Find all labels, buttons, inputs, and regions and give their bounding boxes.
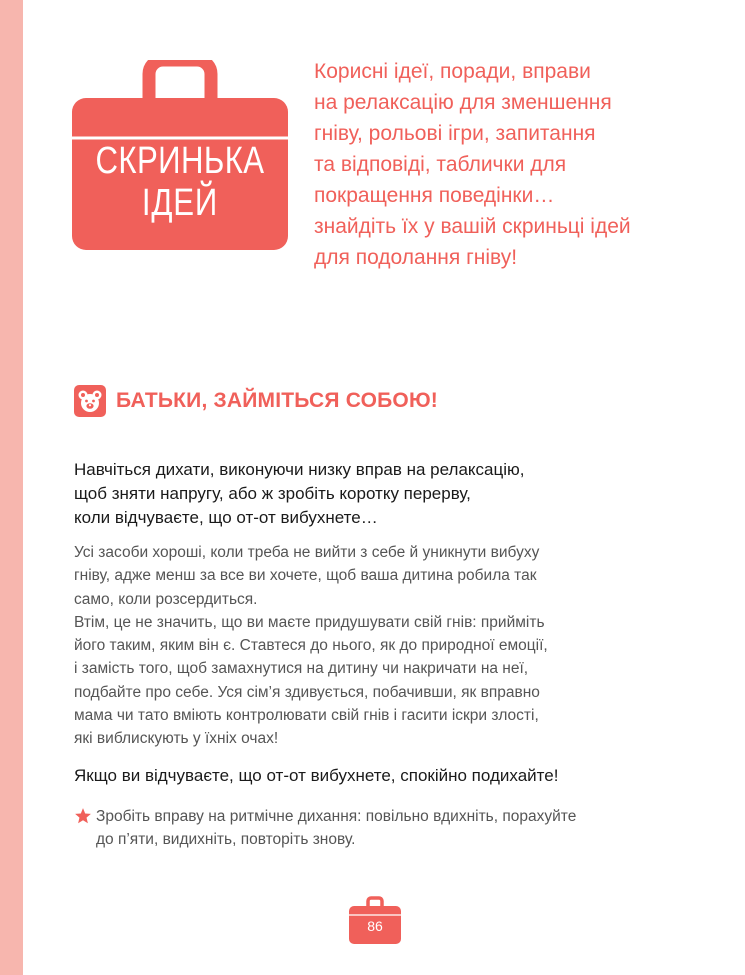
intro-line: гніву, рольові ігри, запитання bbox=[314, 122, 596, 145]
body-line: подбайте про себе. Уся сім’я здивується, побачивши, як вправно bbox=[74, 683, 540, 701]
body-line: Усі засоби хороші, коли треба не вийти з себе й уникнути вибуху bbox=[74, 544, 540, 561]
logo-title-line1: СКРИНЬКА bbox=[95, 140, 265, 182]
intro-text bbox=[314, 56, 734, 273]
lead-line: Навчіться дихати, виконуючи низку вправ на релаксацію, bbox=[74, 460, 525, 479]
star-icon bbox=[74, 807, 92, 825]
body-line: і замість того, щоб замахнутися на дитину чи накричати на неї, bbox=[74, 660, 529, 678]
bear-icon bbox=[74, 385, 106, 417]
logo-title bbox=[72, 140, 288, 224]
section-heading bbox=[74, 384, 438, 418]
lead-line: щоб зняти напругу, або ж зробіть коротку перерву, bbox=[74, 484, 471, 503]
body-paragraph bbox=[74, 541, 674, 751]
intro-line: знайдіть їх у вашій скриньці ідей bbox=[314, 215, 631, 238]
intro-line: Корисні ідеї, поради, вправи bbox=[314, 60, 591, 83]
tip-text bbox=[96, 805, 576, 852]
body-line: мама чи тато вміють контролювати свій гнів і гасити іскри злості, bbox=[74, 707, 539, 725]
intro-line: покращення поведінки… bbox=[314, 184, 555, 207]
body-line: само, коли розсердиться. bbox=[74, 590, 258, 608]
intro-line: на релаксацію для зменшення bbox=[314, 91, 612, 114]
section-heading-text: БАТЬКИ, ЗАЙМІТЬСЯ СОБОЮ! bbox=[116, 389, 439, 412]
tip-line: до п’яти, видихніть, повторіть знову. bbox=[96, 831, 356, 849]
intro-line: та відповіді, таблички для bbox=[314, 153, 567, 176]
page-number: 86 bbox=[367, 918, 383, 934]
logo-title-line2: ІДЕЙ bbox=[141, 182, 219, 224]
body-line: гніву, адже менш за все ви хочете, щоб ваша дитина робила так bbox=[74, 567, 537, 585]
side-color-strip bbox=[0, 0, 23, 975]
lead-paragraph bbox=[74, 458, 674, 530]
intro-line: для подолання гніву! bbox=[314, 246, 518, 269]
breathing-subheading: Якщо ви відчуваєте, що от-от вибухнете, спокійно подихайте! bbox=[74, 766, 559, 785]
tip-item bbox=[74, 805, 674, 852]
lead-line: коли відчуваєте, що от-от вибухнете… bbox=[74, 508, 378, 527]
idea-box-logo bbox=[72, 60, 288, 252]
tip-line: Зробіть вправу на ритмічне дихання: повільно вдихніть, порахуйте bbox=[96, 808, 577, 825]
body-line: його таким, яким він є. Ставтеся до нього, як до природної емоції, bbox=[74, 637, 548, 655]
body-line: Втім, це не значить, що ви маєте придушувати свій гнів: прийміть bbox=[74, 613, 545, 631]
page-number-badge bbox=[349, 896, 401, 944]
body-line: які виблискують у їхніх очах! bbox=[74, 730, 279, 748]
